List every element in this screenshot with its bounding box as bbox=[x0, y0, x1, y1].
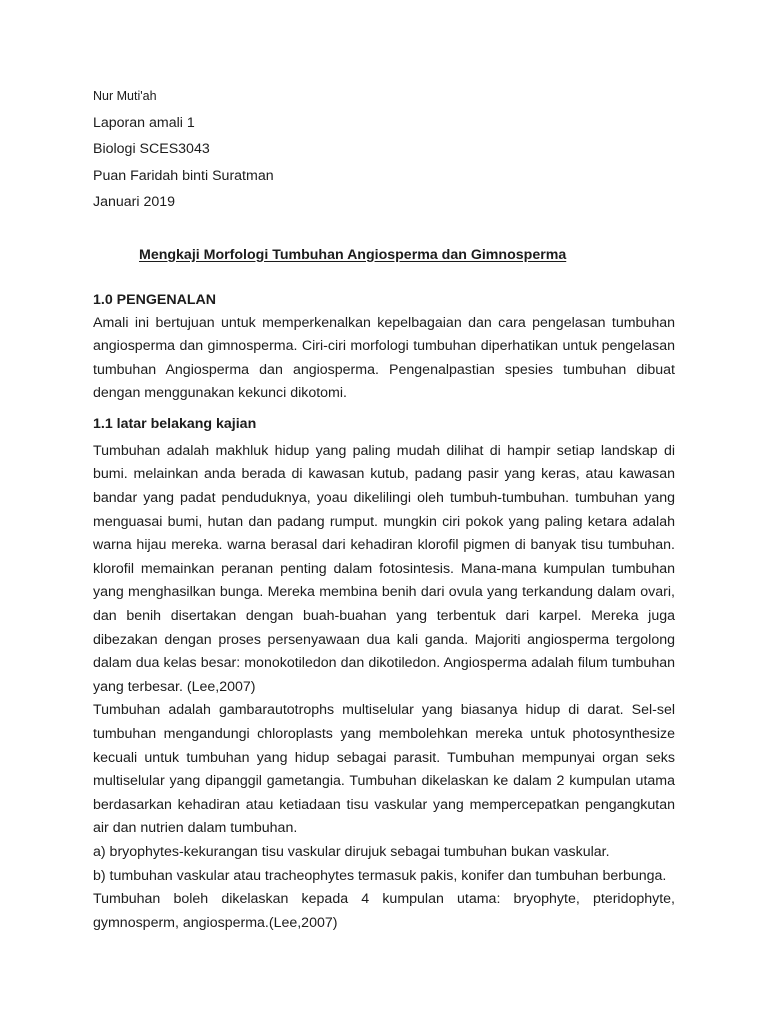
document-page bbox=[93, 84, 675, 935]
author-name: Nur Muti'ah bbox=[93, 89, 157, 103]
section-heading-introduction: 1.0 PENGENALAN bbox=[93, 291, 216, 308]
report-label: Laporan amali 1 bbox=[93, 114, 195, 131]
report-date: Januari 2019 bbox=[93, 194, 176, 210]
course-code: Biologi SCES3043 bbox=[93, 141, 210, 157]
introduction-paragraph: Amali ini bertujuan untuk memperkenalkan kepelbagaian dan cara pengelasan tumbuhan angiosperma dan gimnosperma. Ciri-ciri morfologi tumbuhan diperhatikan untuk pengelasan tumbuhan Angiosperma dan angiosperma. Pengenalpastian spesies tumbuhan dibuat dengan menggunakan kekunci dikotomi. bbox=[93, 314, 675, 402]
list-item-b: b) tumbuhan vaskular atau tracheophytes termasuk pakis, konifer dan tumbuhan berbunga. bbox=[93, 867, 667, 884]
background-paragraph-1: Tumbuhan adalah makhluk hidup yang paling mudah dilihat di hampir setiap landskap di bumi. melainkan anda berada di kawasan kutub, padang pasir yang keras, atau kawasan bandar yang padat penduduknya, yoau dikelilingi oleh tumbuh-tumbuhan. tumbuhan yang menguasai bumi, hutan dan padang rumput. mungkin ciri pokok yang paling ketara adalah warna hijau mereka. warna berasal dari kehadiran klorofil pigmen di banyak tisu tumbuhan. klorofil memainkan peranan penting dalam fotosintesis. Mana-mana kumpulan tumbuhan yang menghasilkan bunga. Mereka membina benih dari ovula yang terkandung dalam ovari, dan benih disertakan dengan buah-buahan yang terbentuk dari karpel. Mereka juga dibezakan dengan proses persenyawaan dua kali ganda. Majoriti angiosperma tergolong dalam dua kelas besar: monokotiledon dan dikotiledon. Angiosperma adalah filum tumbuhan yang terbesar. (Lee,2007) bbox=[93, 442, 675, 695]
background-paragraph-2: Tumbuhan adalah gambarautotrophs multiselular yang biasanya hidup di darat. Sel-sel tumbuhan mengandungi chloroplasts yang membolehkan mereka untuk photosynthesize kecuali untuk tumbuhan yang hidup sebagai parasit. Tumbuhan mempunyai organ seks multiselular yang dipanggil gametangia. Tumbuhan dikelaskan ke dalam 2 kumpulan utama berdasarkan kehadiran atau ketiadaan tisu vaskular yang mempercepatkan pengangkutan air dan nutrien dalam tumbuhan. bbox=[93, 702, 675, 837]
section-heading-background: 1.1 latar belakang kajian bbox=[93, 415, 257, 432]
list-item-a: a) bryophytes-kekurangan tisu vaskular dirujuk sebagai tumbuhan bukan vaskular. bbox=[93, 843, 610, 860]
document-title: Mengkaji Morfologi Tumbuhan Angiosperma dan Gimnosperma bbox=[139, 246, 567, 263]
lecturer-name: Puan Faridah binti Suratman bbox=[93, 167, 274, 184]
background-paragraph-3: Tumbuhan boleh dikelaskan kepada 4 kumpulan utama: bryophyte, pteridophyte, gymnosperm, angiosperma.(Lee,2007) bbox=[93, 891, 675, 931]
